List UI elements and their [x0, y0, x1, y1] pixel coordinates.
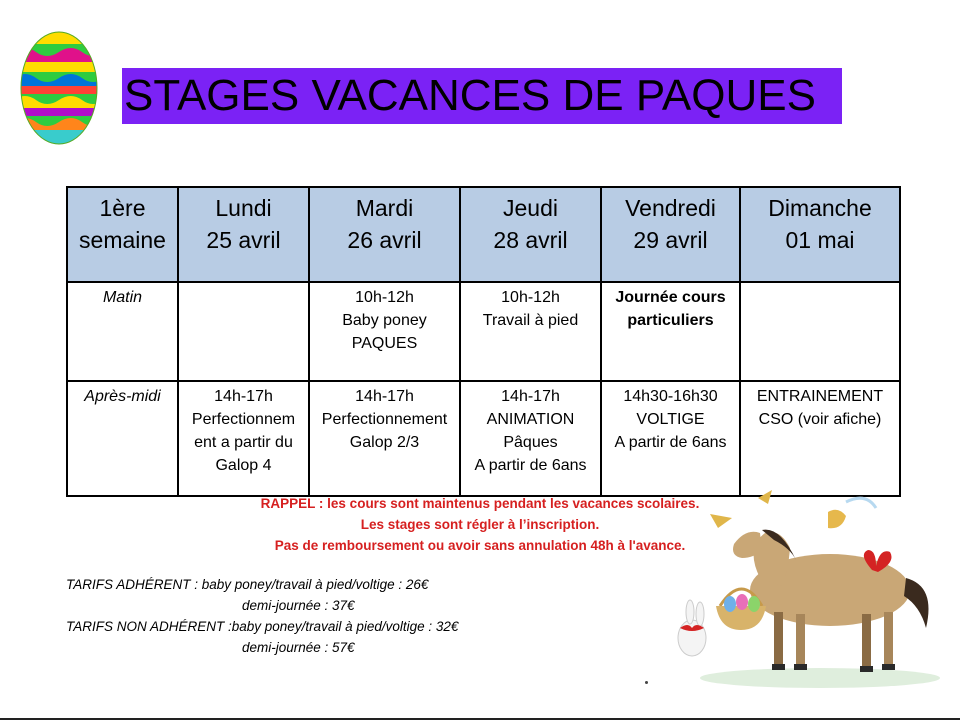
easter-egg-icon — [14, 26, 104, 146]
cell-line: ANIMATION — [486, 411, 575, 428]
tarif-adherent: TARIFS ADHÉRENT : baby poney/travail à pied/voltige : 26€ — [66, 577, 429, 592]
matin-mardi-cell — [309, 282, 460, 381]
easter-horse-illustration — [650, 478, 950, 693]
tarif-non-adherent-half-day: demi-journée : 57€ — [242, 640, 355, 655]
matin-jeudi-cell — [460, 282, 601, 381]
rabbit-icon — [678, 600, 706, 656]
cell-line: Galop 2/3 — [349, 434, 420, 451]
day-header-lundi — [178, 187, 309, 282]
tarifs-section — [66, 574, 458, 658]
rappel-line3: Pas de remboursement ou avoir sans annulation 48h à l'avance. — [274, 538, 686, 553]
cell-line: CSO (voir afiche) — [758, 411, 882, 428]
day-name: Dimanche — [768, 195, 872, 221]
horse-icon — [733, 530, 929, 672]
rappel-line1: RAPPEL : les cours sont maintenus pendant les vacances scolaires. — [260, 496, 700, 511]
day-name: Vendredi — [625, 195, 716, 221]
week-header-cell — [67, 187, 178, 282]
cell-line: particuliers — [627, 312, 714, 329]
cell-line: ENTRAINEMENT — [756, 388, 884, 405]
apres-midi-mardi-cell — [309, 381, 460, 496]
bell-icon — [828, 510, 846, 529]
cell-line: Perfectionnem — [191, 411, 296, 428]
day-header-jeudi — [460, 187, 601, 282]
matin-lundi-cell — [178, 282, 309, 381]
cell-line: Journée cours — [615, 289, 726, 306]
day-header-mardi — [309, 187, 460, 282]
day-date: 25 avril — [206, 227, 281, 253]
matin-dimanche-cell — [740, 282, 900, 381]
week-label-line2: semaine — [79, 227, 166, 253]
cell-line: Galop 4 — [215, 457, 272, 474]
day-header-vendredi — [601, 187, 740, 282]
cell-line: ent a partir du — [194, 434, 293, 451]
dot-mark — [645, 681, 648, 684]
cell-line: Travail à pied — [482, 312, 579, 329]
cell-line: 10h-12h — [501, 289, 560, 306]
apres-midi-lundi-cell — [178, 381, 309, 496]
cell-line: Perfectionnement — [321, 411, 448, 428]
matin-row — [67, 282, 900, 381]
cell-line: 14h-17h — [355, 388, 414, 405]
day-date: 26 avril — [347, 227, 422, 253]
cell-line: 14h-17h — [214, 388, 273, 405]
apres-midi-jeudi-cell — [460, 381, 601, 496]
day-name: Mardi — [355, 195, 414, 221]
day-date: 01 mai — [785, 227, 855, 253]
matin-label: Matin — [102, 289, 143, 306]
apres-midi-label: Après-midi — [84, 388, 161, 405]
day-header-dimanche — [740, 187, 900, 282]
cell-line: 10h-12h — [355, 289, 414, 306]
day-name: Lundi — [215, 195, 272, 221]
cell-line: PAQUES — [351, 335, 418, 352]
cell-line: A partir de 6ans — [474, 457, 587, 474]
cell-line: A partir de 6ans — [614, 434, 727, 451]
day-name: Jeudi — [503, 195, 558, 221]
bird-icon — [758, 490, 772, 504]
schedule-table — [66, 186, 901, 497]
cell-line: VOLTIGE — [636, 411, 705, 428]
tarif-non-adherent: TARIFS NON ADHÉRENT :baby poney/travail à pied/voltige : 32€ — [66, 619, 459, 634]
schedule-header-row — [67, 187, 900, 282]
week-label-line1: 1ère — [99, 195, 146, 221]
rappel-line2: Les stages sont régler à l’inscription. — [360, 517, 600, 532]
day-date: 29 avril — [633, 227, 708, 253]
matin-vendredi-cell — [601, 282, 740, 381]
cell-line: Baby poney — [342, 312, 427, 329]
cell-line: 14h-17h — [501, 388, 560, 405]
day-date: 28 avril — [493, 227, 568, 253]
cell-line: Pâques — [503, 434, 558, 451]
cell-line: 14h30-16h30 — [623, 388, 718, 405]
tarif-adherent-half-day: demi-journée : 37€ — [242, 598, 355, 613]
page-title: STAGES VACANCES DE PAQUES — [122, 68, 842, 124]
matin-label-cell — [67, 282, 178, 381]
bird-icon — [710, 514, 732, 528]
apres-midi-label-cell — [67, 381, 178, 496]
